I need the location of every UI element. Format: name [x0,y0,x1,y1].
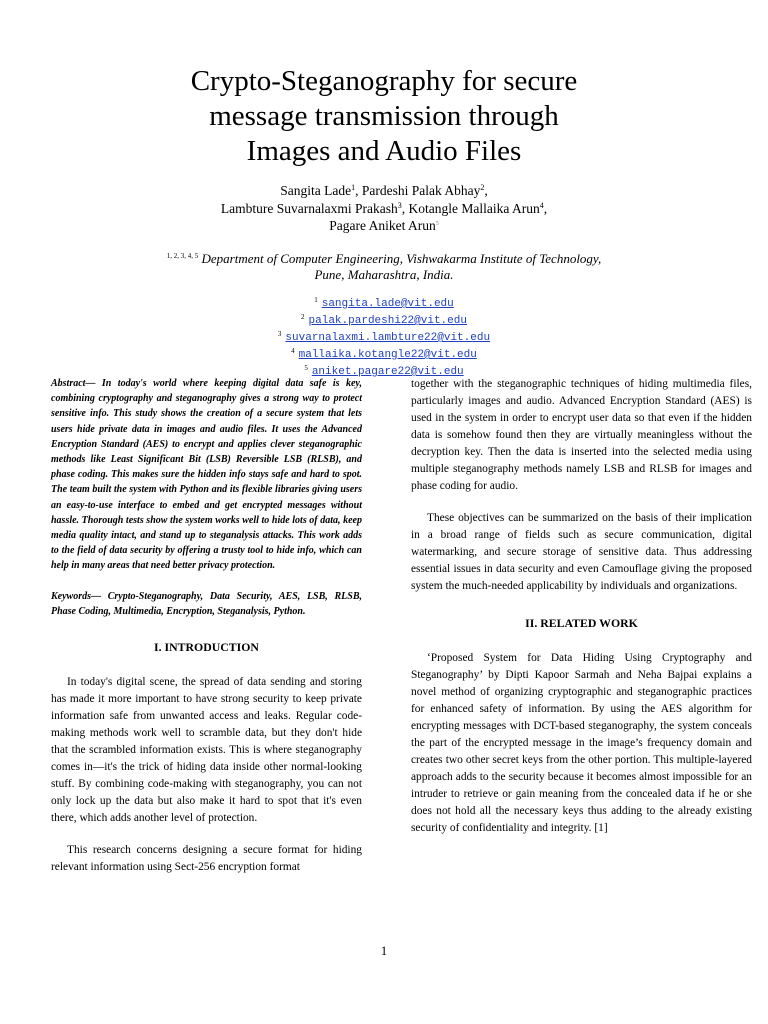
email-num: 2 [301,313,305,321]
right-column [411,376,752,837]
abstract: Abstract— In today's world where keeping digital data safe is key, combining cryptography and steganography gives a strong way to protect sensitive info. This study shows the creation of a secure system that lets users hide private data in images and audio files. It uses the Advanced Encryption Standard (AES) to encrypt and applies clever steganographic methods like Least Significant Bit (LSB) Reversible LSB (RLSB), and phase coding. This makes sure the hidden info stays safe and hard to spot. The team built the system with Python and its flexible libraries giving users an easy-to-use interface to embed and get encrypted messages without hassle. Thorough tests show the system works well to hide lots of data, keep media quality intact, and stand up to steganalysis attacks. This work adds to the field of data security by offering a trusty tool to hide info, which can help in many areas that need better privacy protection. [51,378,362,572]
email-num: 5 [304,364,308,372]
section-heading-related-work: II. RELATED WORK [525,616,638,630]
email-link[interactable]: palak.pardeshi22@vit.edu [308,315,467,327]
email-item [170,294,598,311]
intro-paragraph: These objectives can be summarized on the basis of their implication in a broad range of fields such as secure communication, digital watermarking, and secure storage of sensitive data. Thus addressing essential issues in data security and even Camouflage giving the proposed system the much-needed applicability by individuals and organizations. [411,512,752,592]
email-num: 1 [314,296,318,304]
affiliation [120,248,648,283]
author-name: Pagare Aniket Arun [329,218,436,233]
affiliation-sup: 1, 2, 3, 4, 5 [166,252,199,260]
intro-paragraph: This research concerns designing a secure format for hiding relevant information using Sect-256 encryption format [51,844,362,874]
author-name: Lambture Suvarnalaxmi Prakash [220,200,398,216]
author-sup: 5 [435,221,439,227]
section-heading-introduction: I. INTRODUCTION [154,640,259,655]
email-list [170,294,598,379]
email-num: 3 [277,330,282,338]
email-link[interactable]: sangita.lade@vit.edu [321,298,454,310]
author-name: Kotangle Mallaika Arun [408,200,540,216]
author-name: Sangita Lade [280,183,352,198]
email-item [170,345,598,362]
page-number: 1 [380,944,388,958]
email-link[interactable]: aniket.pagare22@vit.edu [311,366,464,378]
email-num: 4 [291,347,295,355]
keywords: Keywords— Crypto-Steganography, Data Security, AES, LSB, RLSB, Phase Coding, Multimedia, Encryption, Steganalysis, Python. [51,590,362,617]
author-sup: 2 [480,183,485,192]
title-line: Crypto-Steganography for secure [190,65,578,97]
author-sup: 3 [397,200,402,210]
related-work-paragraph: ‘Proposed System for Data Hiding Using Cryptography and Steganography’ by Dipti Kapoor Sarmah and Neha Bajpai explains a novel method of organizing cryptographic and steganographic practices for enhanced safety of information. By using the AES algorithm for encrypting messages with DCT-based steganography, the system conceals the part of the encrypted message in the image’s frequency domain and creates two other secret keys from the other portion. This multiple-layered approach adds to the security because it becomes almost impossible for an intruder to retrieve or gain meaning from the concealed data if he or she does not hold all the necessary keys thus adding to the already existing security of confidentiality and integrity. [1] [411,652,752,834]
affiliation-line: Pune, Maharashtra, India. [314,267,454,282]
paper-title [100,64,668,169]
affiliation-line: Department of Computer Engineering, Vishwakarma Institute of Technology, [201,251,602,266]
author-sup: 4 [539,200,544,210]
author-name: Pardeshi Palak Abhay [361,183,481,198]
author-sup: 1 [351,183,356,192]
email-item [170,311,598,328]
email-link[interactable]: mallaika.kotangle22@vit.edu [298,349,477,361]
title-line: message transmission through [209,100,559,132]
left-column [51,376,362,876]
author-list: Sangita Lade$^1$, Pardeshi Palak Abhay$^2$, Lambture Suvarnalaxmi Prakash$^3$, Kotangle Mallaika Arun$^4$, Pagare Aniket Arun$^5$ [220,183,548,233]
email-link[interactable]: suvarnalaxmi.lambture22@vit.edu [285,332,491,344]
intro-paragraph: In today's digital scene, the spread of data sending and storing has made it more important to have strong security to keep private information safe from unwanted access and leaks. Regular code-making methods work well to scramble data, but they don't hide that the scrambled information exists. This is where steganography comes in—it's the trick of hiding data inside other normal-looking stuff. By combining code-making with steganography, you can not only lock up the data but also make it hard to spot that it's even there, which adds another level of protection. [51,676,362,825]
intro-paragraph-continued: together with the steganographic techniques of hiding multimedia files, particularly images and audio. Advanced Encryption Standard (AES) is used in the system in order to encrypt user data so that even if the hidden data is somehow found then they are virtually meaningless without the decryption key. Then the data is inserted into the selected media using multiple steganography methods namely LSB and RLSB for images and phase coding for audio. [411,378,752,492]
title-line: Images and Audio Files [246,135,522,167]
email-item [170,328,598,345]
